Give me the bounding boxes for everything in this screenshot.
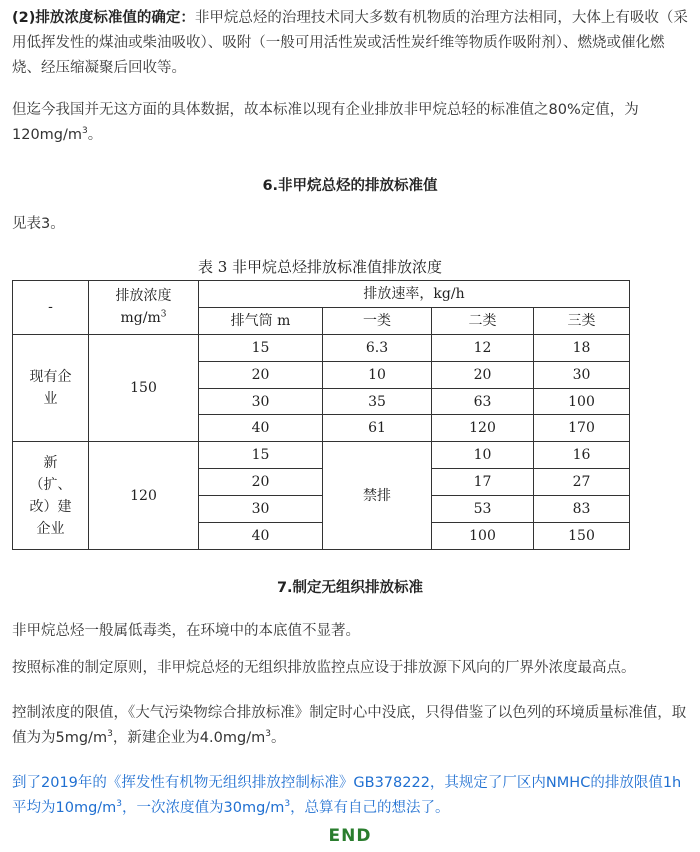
- regulation-2019-paragraph: [12, 771, 692, 821]
- new-label-line: 企业: [36, 520, 65, 537]
- table-cell: 100: [432, 523, 534, 550]
- new-concentration: 120: [89, 442, 199, 550]
- table-cell: 17: [432, 469, 534, 496]
- limit-text-b: ，新建企业为4.0mg/m: [112, 730, 266, 746]
- new-label-line: （扩、: [29, 476, 72, 493]
- table-cell: 120: [432, 415, 534, 442]
- existing-concentration: 150: [89, 334, 199, 442]
- table-row: [13, 442, 630, 469]
- table-cell: 10: [323, 361, 432, 388]
- header-concentration: [89, 281, 199, 335]
- table-cell: 27: [534, 469, 630, 496]
- end-mark: END: [328, 826, 372, 846]
- limit-paragraph: [12, 701, 692, 751]
- table-cell: 61: [323, 415, 432, 442]
- table-cell: 16: [534, 442, 630, 469]
- new-label-line: 新: [43, 454, 58, 471]
- heading-7: 7.制定无组织排放标准: [276, 580, 424, 596]
- limit-text-a: 控制浓度的限值，《大气污染物综合排放标准》制定时心中没底，只得借鉴了以色列的环境质量标准值，取值为为5mg/m: [12, 705, 687, 746]
- limit-end: 。: [270, 730, 286, 746]
- table-cell: 18: [534, 334, 630, 361]
- table-cell: 83: [534, 496, 630, 523]
- banned-cell: 禁排: [323, 442, 432, 550]
- header-concentration-label: 排放浓度: [115, 288, 172, 305]
- monitoring-paragraph: 按照标准的制定原则，非甲烷总烃的无组织排放监控点应设于排放源下风向的厂界外浓度最高点。: [12, 660, 636, 676]
- limit-sup: 3: [107, 729, 113, 740]
- new-enterprise-label: [13, 442, 89, 550]
- existing-label-line: 业: [43, 391, 58, 408]
- new-label-line: 改）建: [29, 498, 72, 515]
- table-cell: 20: [199, 361, 323, 388]
- header-dash: -: [13, 281, 89, 335]
- header-class1: 一类: [323, 307, 432, 334]
- see-table-text: 见表3。: [12, 216, 65, 232]
- regulation-text-b: ，一次浓度值为30mg/m: [122, 800, 285, 816]
- table-cell: 30: [199, 388, 323, 415]
- table-cell: 15: [199, 442, 323, 469]
- basis-sup: 3: [82, 126, 88, 137]
- table-cell: 20: [199, 469, 323, 496]
- table-cell: 63: [432, 388, 534, 415]
- table-cell: 35: [323, 388, 432, 415]
- toxicity-paragraph: 非甲烷总烃一般属低毒类，在环境中的本底值不显著。: [12, 623, 360, 639]
- regulation-sup: 3: [284, 799, 291, 810]
- limit-sup: 3: [265, 729, 271, 740]
- table-cell: 10: [432, 442, 534, 469]
- regulation-text-a: 到了2019年的《挥发性有机物无组织排放控制标准》GB378222，其规定了厂区内NMHC的排放限值1h平均为10mg/m: [12, 775, 682, 816]
- regulation-sup: 3: [116, 799, 123, 810]
- section-2-paragraph: [12, 6, 692, 81]
- basis-end: 。: [87, 127, 103, 143]
- table-cell: 40: [199, 415, 323, 442]
- table-cell: 20: [432, 361, 534, 388]
- table-cell: 100: [534, 388, 630, 415]
- table-header-row: [13, 281, 630, 308]
- existing-label-line: 现有企: [29, 369, 72, 386]
- table-cell: 53: [432, 496, 534, 523]
- header-concentration-unit: mg/m: [120, 310, 161, 327]
- table-cell: 150: [534, 523, 630, 550]
- heading-6: 6.非甲烷总烃的排放标准值: [262, 178, 438, 194]
- header-rate: 排放速率，kg/h: [199, 281, 630, 308]
- header-unit-sup: 3: [160, 309, 167, 320]
- section-2-text: 非甲烷总烃的治理技术同大多数有机物质的治理方法相同，大体上有吸收（采用低挥发性的煤油或柴油吸收）、吸附（一般可用活性炭或活性炭纤维等物质作吸附剂）、燃烧或催化燃烧、经压缩凝聚后回收等。: [12, 10, 688, 76]
- table-caption: 表 3 非甲烷总烃排放标准值排放浓度: [197, 258, 443, 276]
- table-cell: 6.3: [323, 334, 432, 361]
- header-class2: 二类: [432, 307, 534, 334]
- table-cell: 30: [199, 496, 323, 523]
- section-2-label: (2)排放浓度标准值的确定：: [12, 10, 195, 26]
- header-stack: 排气筒 m: [199, 307, 323, 334]
- table-cell: 40: [199, 523, 323, 550]
- table-cell: 15: [199, 334, 323, 361]
- table-row: [13, 334, 630, 361]
- basis-paragraph: [12, 98, 692, 148]
- table-cell: 170: [534, 415, 630, 442]
- basis-text: 但迄今我国并无这方面的具体数据，故本标准以现有企业排放非甲烷总轻的标准值之80%定值，为120mg/m: [12, 102, 639, 143]
- regulation-end: ，总算有自己的想法了。: [290, 800, 450, 816]
- header-class3: 三类: [534, 307, 630, 334]
- emission-standard-table: [12, 280, 630, 550]
- existing-enterprise-label: [13, 334, 89, 442]
- table-cell: 12: [432, 334, 534, 361]
- table-cell: 30: [534, 361, 630, 388]
